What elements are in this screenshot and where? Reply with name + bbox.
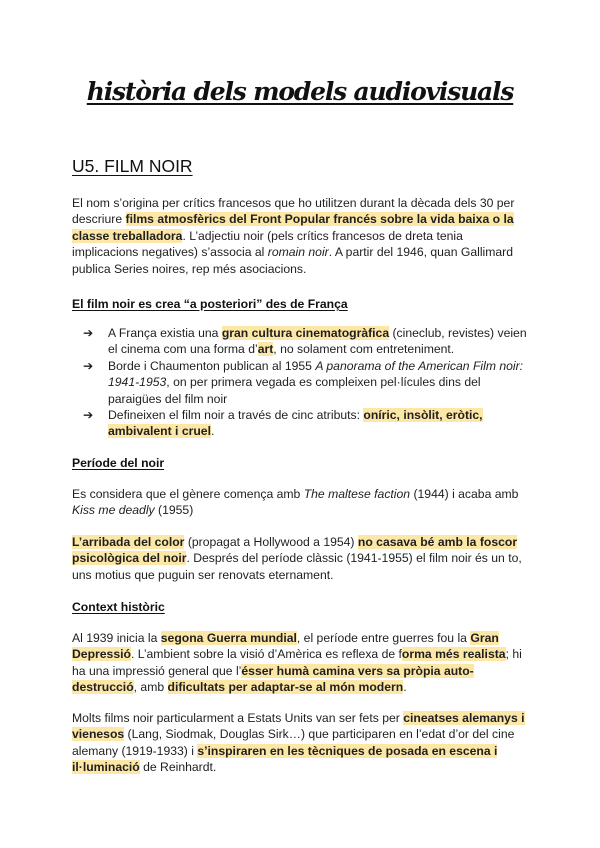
period-paragraph-2: L’arribada del color (propagat a Hollywood a 1954) no casava bé amb la foscor psicològica del noir. Després del període clàssic (1941-1955) el film noir és un to, uns motius que puguin ser renovats eternament. xyxy=(72,535,522,582)
highlight: films atmosfèrics del Front Popular francés sobre la vida baixa o la classe treballadora xyxy=(72,212,514,243)
list-item: ➔ A França existia una gran cultura cinematogràfica (cineclub, revistes) veien el cinema com una forma d’art, no solament com entreteniment. xyxy=(83,326,527,357)
context-paragraph-1: Al 1939 inicia la segona Guerra mundial, el període entre guerres fou la Gran Depressió. L’ambient sobre la visió d’Amèrica es reflexa de forma més realista; hi ha una impressió general que l’ésser humà camina vers sa pròpia auto-destrucció, amb dificultats per adaptar-se al món modern. xyxy=(72,631,522,695)
arrow-bullet-icon: ➔ xyxy=(83,326,94,340)
document-title: història dels models audiovisuals xyxy=(86,77,514,106)
intro-paragraph: El nom s’origina per crítics francesos que ho utilitzen durant la dècada dels 30 per descriure films atmosfèrics del Front Popular francés sobre la vida baixa o la classe treballadora. L’adjectiu noir (pels crítics francesos de dreta tenia implicacions negatives) s’associa al romain noir. A partir del 1946, quan Gallimard publica Series noires, rep més asociacions. xyxy=(72,196,515,276)
section-heading-origin: El film noir es crea “a posteriori” des de França xyxy=(72,297,348,311)
period-paragraph-1: Es considera que el gènere comença amb The maltese faction (1944) i acaba amb Kiss me deadly (1955) xyxy=(72,487,519,518)
section-heading-period: Període del noir xyxy=(72,456,165,470)
context-paragraph-2: Molts films noir particularment a Estats Units van ser fets per cineatses alemanys i vienesos (Lang, Siodmak, Douglas Sirk…) que participaren en l’edat d’or del cine alemany (1919-1933) i s’inspiraren en les tècniques de posada en escena i il·luminació de Reinhardt. xyxy=(72,711,525,775)
origin-bullet-list xyxy=(72,325,530,440)
unit-heading: U5. FILM NOIR xyxy=(72,156,193,176)
section-heading-context: Context històric xyxy=(72,600,165,614)
list-item: ➔ Defineixen el film noir a través de cinc atributs: oníric, insòlit, eròtic, ambivalent i cruel. xyxy=(83,408,483,439)
list-item: ➔ Borde i Chaumenton publican al 1955 A panorama of the American Film noir: 1941-1953, on per primera vegada es compleixen pel·lícules dins del paraigües del film noir xyxy=(83,358,524,406)
arrow-bullet-icon: ➔ xyxy=(83,408,94,423)
arrow-bullet-icon: ➔ xyxy=(83,358,94,373)
